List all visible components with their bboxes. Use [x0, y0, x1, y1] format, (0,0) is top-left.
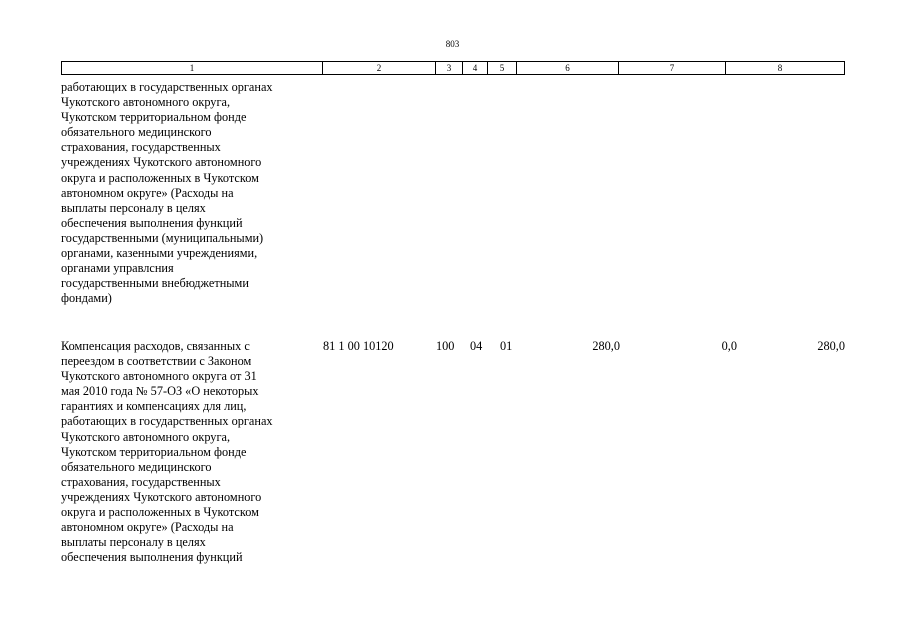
page-number: 803	[445, 39, 460, 49]
header-col-4: 4	[463, 62, 488, 74]
row-amount-col-6: 280,0	[592, 339, 620, 353]
row-amount-col-8: 280,0	[817, 339, 845, 353]
header-col-8: 8	[777, 63, 783, 73]
table-header-row	[61, 61, 845, 75]
row-expense-type-code: 100	[436, 339, 455, 353]
row-amount-col-7: 0,0	[721, 339, 737, 353]
row-description: Компенсация расходов, связанных с переездом в соответствии с Законом Чукотского автономного округа от 31 мая 2010 года № 57-ОЗ «О некоторых гарантиях и компенсациях для лиц, работающих в государственных органах Чукотского автономного округа, Чукотском территориальном фонде обязательного медицинского страхования, государственных учреждениях Чукотского автономного округа и расположенных в Чукотском автономном округе» (Расходы на выплаты персоналу в целях обеспечения выполнения функций	[61, 339, 273, 565]
continued-description: работающих в государственных органах Чукотского автономного округа, Чукотском территориальном фонде обязательного медицинского страхования, государственных учреждениях Чукотского автономного округа и расположенных в Чукотском автономном округе» (Расходы на выплаты персоналу в целях обеспечения выполнения функций государственными (муниципальными) органами, казенными учреждениями, органами управлсния государственными внебюджетными фондами)	[61, 80, 273, 306]
header-col-2: 2	[323, 62, 436, 74]
header-col-7: 7	[619, 62, 726, 74]
header-col-5: 5	[488, 62, 517, 74]
header-col-3: 3	[436, 62, 463, 74]
row-section-code: 04	[470, 339, 483, 353]
header-col-6: 6	[517, 62, 619, 74]
header-col-1: 1	[62, 62, 323, 74]
row-target-article-code: 81 1 00 10120	[323, 339, 394, 353]
row-subsection-code: 01	[500, 339, 513, 353]
